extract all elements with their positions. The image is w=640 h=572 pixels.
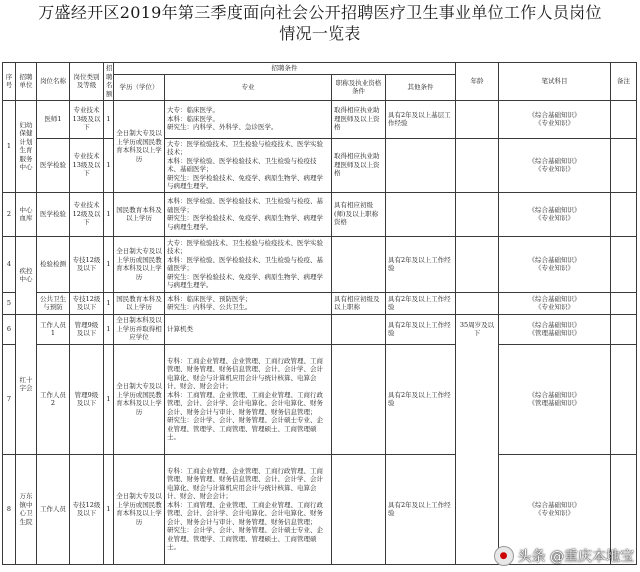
cell-grade: 管理9级及以下 xyxy=(70,314,104,344)
cell-edu: 国民教育本科及以上学历 xyxy=(114,192,165,236)
header-note: 备注 xyxy=(611,63,637,101)
cell-no: 2 xyxy=(3,192,16,236)
cell-age: 35周岁及以下 xyxy=(456,314,499,564)
cell-grade: 管理9级及以下 xyxy=(70,344,104,454)
cell-major: 本科：临床医学、预防医学； 研究生：内科学、公共卫生。 xyxy=(165,292,332,314)
cell-post: 工作人员 xyxy=(37,454,70,564)
toutiao-logo-icon: ● xyxy=(494,546,514,566)
cell-other: 具有2年及以上工作经验 xyxy=(386,292,456,314)
header-edu: 学历（学位） xyxy=(114,74,165,100)
header-no: 序号 xyxy=(3,63,16,101)
cell-edu: 全日制本科及以上学历并取得相应学位 xyxy=(114,314,165,344)
cell-unit: 疾控中心 xyxy=(16,236,37,314)
cell-no: 5 xyxy=(3,292,16,314)
cell-edu: 全日制大专及以上学历或国民教育本科及以上学历 xyxy=(114,454,165,564)
cell-note xyxy=(611,236,637,292)
cell-edu: 全日制大专及以上学历或国民教育本科及以上学历 xyxy=(114,100,165,192)
cell-age xyxy=(456,292,499,314)
cell-grade: 专技12级及以下 xyxy=(70,454,104,564)
cell-unit: 中心血库 xyxy=(16,192,37,236)
cell-no: 7 xyxy=(3,344,16,454)
header-conditions: 招聘条件 xyxy=(114,63,456,75)
cell-other: 具有2年及以上工作经验 xyxy=(386,344,456,454)
cell-note xyxy=(611,192,637,236)
header-post: 岗位名称 xyxy=(37,63,70,101)
cell-edu: 全日制大专及以上学历或国民教育本科及以上学历 xyxy=(114,344,165,454)
cell-grade: 专业技术13级及以下 xyxy=(70,100,104,138)
cell-cert: 具有相应初级及以上职称 xyxy=(332,292,386,314)
cell-other xyxy=(386,138,456,192)
cell-other: 具有2年及以上工作经验 xyxy=(386,454,456,564)
cell-edu: 国民教育本科及以上学历 xyxy=(114,292,165,314)
cell-age xyxy=(456,100,499,138)
title-line-1: 万盛经开区2019年第三季度面向社会公开招聘医疗卫生事业单位工作人员岗位 xyxy=(38,3,602,22)
cell-major: 大专：临床医学。 本科：临床医学。 研究生：内科学、外科学、急诊医学。 xyxy=(165,100,332,138)
cell-other: 具有2年及以上基层工作经验 xyxy=(386,100,456,138)
cell-cert xyxy=(332,454,386,564)
cell-major: 专科：工商企业管理、企业管理、工商行政管理、工商管理、财务管理、财务信息管理、会计、会计学、会计电算化、财会与计算机应用会计与统计核算、电算会计、财会、财会会计； 本科：工商管理、企业管理、工商企业管理、工商行政管理、会计、会计学、会计电算化、会计电算化、财务会计、财务会计与审计、财务管理、财务信息管理； 研究生：会计学、会计、财务管理、会计硕士专业、企业管理、管理学、工商管理、管理硕士、工商管理硕士。 xyxy=(165,344,332,454)
header-count: 招聘名额 xyxy=(104,63,114,101)
title-line-2: 情况一览表 xyxy=(279,24,361,43)
cell-exam: 《综合基础知识》 《专业知识》 xyxy=(499,192,611,236)
cell-post: 医师1 xyxy=(37,100,70,138)
cell-note xyxy=(611,138,637,192)
cell-major: 本科：医学检验、医学检验技术、卫生检验与检疫、基础医学； 研究生：医学检验技术、免疫学、病原生物学、病理学与病理生理学。 xyxy=(165,192,332,236)
cell-note xyxy=(611,292,637,314)
cell-post: 公共卫生与预防 xyxy=(37,292,70,314)
cell-no: 4 xyxy=(3,236,16,292)
cell-note xyxy=(611,100,637,138)
cell-no: 8 xyxy=(3,454,16,564)
cell-age xyxy=(456,192,499,236)
table-row xyxy=(3,344,637,454)
cell-exam: 《综合基础知识》 《专业知识》 xyxy=(499,100,611,138)
table-row xyxy=(3,100,637,138)
cell-unit: 妇幼保健计划生育服务中心 xyxy=(16,100,37,192)
cell-major: 大专：医学检验技术、卫生检验与检疫技术、医学实验技术； 本科：医学检验、医学检验技术、卫生检验与检疫技术、基础医学； 研究生：医学检验技术、免疫学、病原生物学、病理学与病理生理学。 xyxy=(165,138,332,192)
cell-exam: 《综合基础知识》 《专业知识》 xyxy=(499,292,611,314)
cell-major: 专科：工商企业管理、企业管理、工商行政管理、工商管理、财务管理、财务信息管理、会计、会计学、会计电算化、财会与计算机应用会计与统计核算、电算会计、财会、财会会计； 本科：工商管理、企业管理、工商企业管理、工商行政管理、会计、会计学、会计电算化、会计电算化、财务会计、财务会计与审计、财务管理、财务信息管理； 研究生：会计学、会计、财务管理、会计硕士专业、企业管理、管理学、工商管理、管理硕士、工商管理硕士。 xyxy=(165,454,332,564)
page-title xyxy=(0,2,640,44)
cell-exam: 《综合基础知识》 《专业知识》 xyxy=(499,236,611,292)
watermark-text: 头条 @重庆本地宝 xyxy=(517,549,634,565)
cell-other xyxy=(386,192,456,236)
header-grade: 岗位类别及等级 xyxy=(70,63,104,101)
cell-post: 医学检验 xyxy=(37,138,70,192)
cell-no: 6 xyxy=(3,314,16,344)
recruitment-table xyxy=(2,62,637,565)
cell-exam: 《综合基础知识》 《管理基础知识》 xyxy=(499,314,611,344)
cell-exam: 《综合基础知识》 《管理基础知识》 xyxy=(499,344,611,454)
cell-grade: 专业技术13级及以下 xyxy=(70,138,104,192)
cell-cert xyxy=(332,344,386,454)
cell-exam: 《综合基础知识》 《专业知识》 xyxy=(499,138,611,192)
cell-unit: 万东镇中心卫生院 xyxy=(16,454,37,564)
cell-post: 医学检验 xyxy=(37,192,70,236)
cell-note xyxy=(611,314,637,344)
cell-count: 1 xyxy=(104,100,114,138)
cell-grade: 专技12级及以下 xyxy=(70,292,104,314)
cell-count: 1 xyxy=(104,344,114,454)
cell-age xyxy=(456,138,499,192)
cell-post: 工作人员1 xyxy=(37,314,70,344)
cell-major: 计算机类 xyxy=(165,314,332,344)
header-cert: 职称及执业资格条件 xyxy=(332,74,386,100)
cell-cert xyxy=(332,314,386,344)
cell-count: 1 xyxy=(104,292,114,314)
cell-count: 1 xyxy=(104,236,114,292)
header-unit: 招聘单位 xyxy=(16,63,37,101)
cell-cert xyxy=(332,236,386,292)
table-row xyxy=(3,314,637,344)
table-row xyxy=(3,138,637,192)
cell-major: 大专：医学检验技术、卫生检验与检疫技术、医学实验技术； 本科：医学检验、医学检验技术、卫生检验与检疫、基础医学； 研究生：医学检验技术、免疫学、病原生物学、病理学与病理生理学。 xyxy=(165,236,332,292)
header-age: 年龄 xyxy=(456,63,499,101)
header-other: 其他条件 xyxy=(386,74,456,100)
cell-note xyxy=(611,344,637,454)
cell-unit: 红十字会 xyxy=(16,314,37,454)
cell-cert: 取得相应执业助理医师及以上资格 xyxy=(332,100,386,138)
cell-count: 1 xyxy=(104,138,114,192)
cell-cert: 取得相应执业助理医师及以上资格 xyxy=(332,138,386,192)
cell-post: 检验检测 xyxy=(37,236,70,292)
cell-cert: 具有相应初级(师)及以上职称资格 xyxy=(332,192,386,236)
table-row xyxy=(3,236,637,292)
cell-other: 具有2年及以上工作经验 xyxy=(386,236,456,292)
cell-exam: 《综合基础知识》 《专业知识》 xyxy=(499,454,611,564)
table-row xyxy=(3,192,637,236)
header-major: 专业 xyxy=(165,74,332,100)
watermark xyxy=(494,546,634,566)
header-exam: 笔试科目 xyxy=(499,63,611,101)
table-row xyxy=(3,292,637,314)
cell-count: 1 xyxy=(104,314,114,344)
cell-edu: 全日制大专及以上学历或国民教育本科及以上学历 xyxy=(114,236,165,292)
cell-age xyxy=(456,236,499,292)
cell-grade: 专技12级及以下 xyxy=(70,236,104,292)
cell-count: 1 xyxy=(104,192,114,236)
cell-count: 1 xyxy=(104,454,114,564)
cell-no: 1 xyxy=(3,100,16,192)
cell-other: 具有2年及以上工作经验 xyxy=(386,314,456,344)
cell-grade: 专业技术12级及以下 xyxy=(70,192,104,236)
cell-post: 工作人员2 xyxy=(37,344,70,454)
